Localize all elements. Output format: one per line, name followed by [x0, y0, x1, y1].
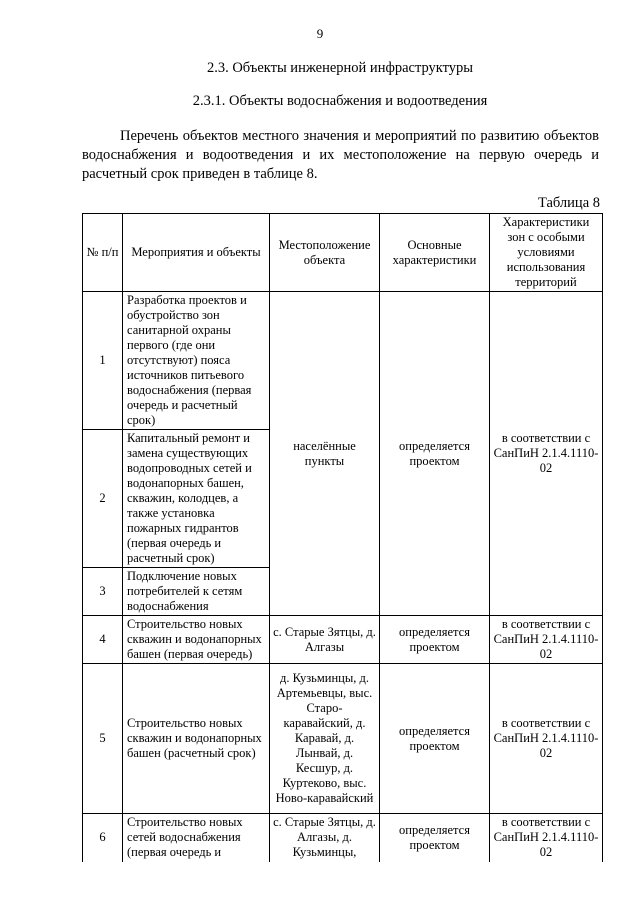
water-supply-table — [82, 213, 603, 862]
table-row — [83, 664, 603, 814]
row-zones: в соответствии с СанПиН 2.1.4.1110-02 — [490, 616, 603, 664]
header-num: № п/п — [83, 214, 123, 292]
header-zones: Характеристики зон с особыми условиями использования территорий — [490, 214, 603, 292]
row-num: 6 — [83, 814, 123, 862]
row-num: 2 — [83, 430, 123, 568]
row-measures: Строительство новых сетей водоснабжения (первая очередь и — [123, 814, 270, 862]
row-characteristics: определяется проектом — [380, 664, 490, 814]
row-characteristics: определяется проектом — [380, 616, 490, 664]
row-location: с. Старые Зятцы, д. Алгазы — [270, 616, 380, 664]
row-characteristics: определяется проектом — [380, 814, 490, 862]
header-location: Местоположение объекта — [270, 214, 380, 292]
merged-location: населённые пункты — [270, 292, 380, 616]
row-num: 5 — [83, 664, 123, 814]
table-row — [83, 292, 603, 430]
row-zones: в соответствии с СанПиН 2.1.4.1110-02 — [490, 664, 603, 814]
row-location: д. Кузьминцы, д. Артемьевцы, выс. Старо-каравайский, д. Каравай, д. Лынвай, д. Кесшур, д. Куртеково, выс. Ново-каравайский — [270, 664, 380, 814]
row-location: с. Старые Зятцы, д. Алгазы, д. Кузьминцы, — [270, 814, 380, 862]
intro-paragraph — [82, 127, 599, 184]
section-heading: 2.3. Объекты инженерной инфраструктуры — [206, 60, 474, 76]
header-measures: Мероприятия и объекты — [123, 214, 270, 292]
header-characteristics: Основные характеристики — [380, 214, 490, 292]
row-measures: Строительство новых скважин и водонапорных башен (первая очередь) — [123, 616, 270, 664]
table-row — [83, 616, 603, 664]
row-num: 1 — [83, 292, 123, 430]
subsection-heading: 2.3.1. Объекты водоснабжения и водоотведения — [192, 93, 488, 109]
row-measures: Подключение новых потребителей к сетям водоснабжения — [123, 568, 270, 616]
row-zones: в соответствии с СанПиН 2.1.4.1110-02 — [490, 814, 603, 862]
row-num: 3 — [83, 568, 123, 616]
row-measures: Капитальный ремонт и замена существующих водопроводных сетей и водонапорных башен, скважин, колодцев, а также установка пожарных гидрантов (первая очередь и расчетный срок) — [123, 430, 270, 568]
row-measures: Строительство новых скважин и водонапорных башен (расчетный срок) — [123, 664, 270, 814]
row-num: 4 — [83, 616, 123, 664]
intro-paragraph-text: Перечень объектов местного значения и мероприятий по развитию объектов водоснабжения и водоотведения и их местоположение на первую очередь и расчетный срок приведен в таблице 8. — [82, 128, 599, 182]
table-header-row — [83, 214, 603, 292]
merged-characteristics: определяется проектом — [380, 292, 490, 616]
row-measures: Разработка проектов и обустройство зон санитарной охраны первого (где они отсутствуют) пояса источников питьевого водоснабжения (первая очередь и расчетный срок) — [123, 292, 270, 430]
table-row — [83, 814, 603, 862]
table-caption: Таблица 8 — [537, 195, 600, 211]
page-number: 9 — [316, 26, 324, 41]
merged-zones: в соответствии с СанПиН 2.1.4.1110-02 — [490, 292, 603, 616]
